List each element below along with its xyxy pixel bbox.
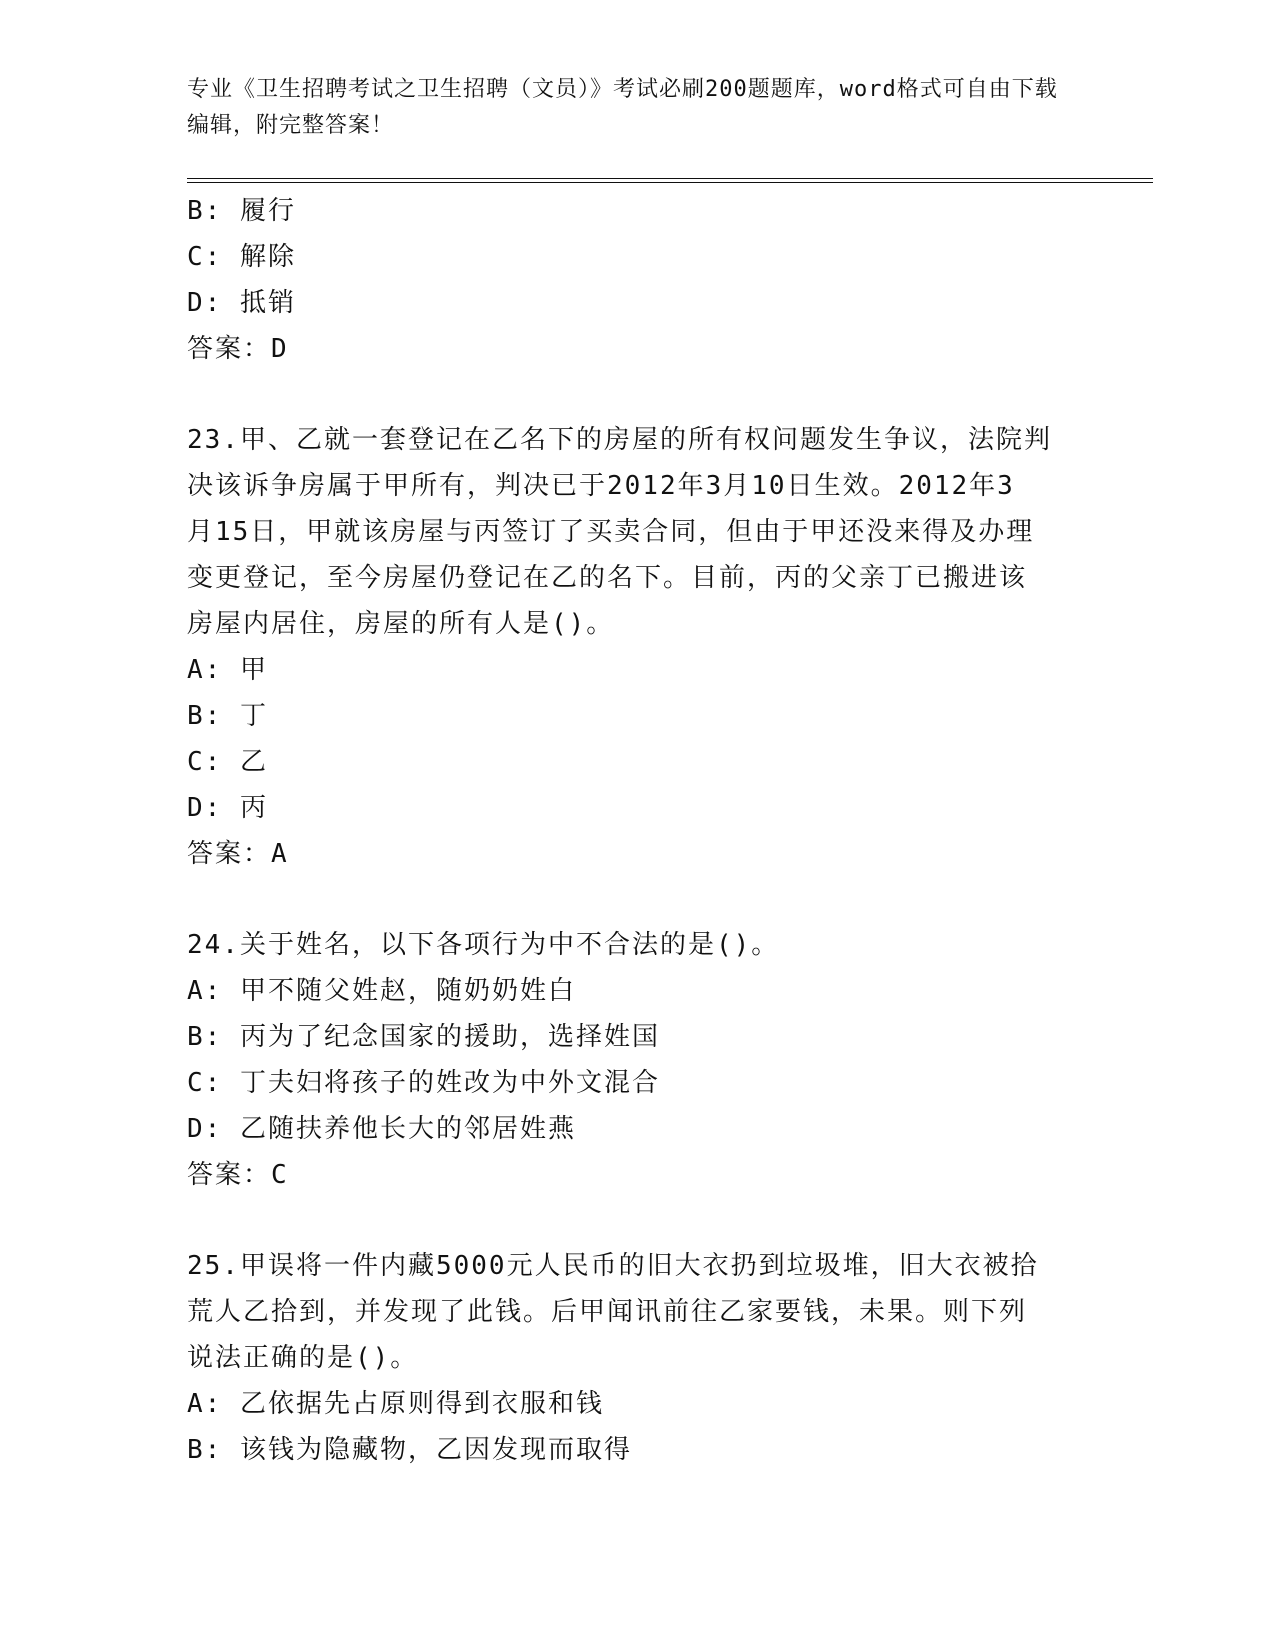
option-b: B: 履行 xyxy=(187,196,296,226)
option-d: D: 乙随扶养他长大的邻居姓燕 xyxy=(187,1114,576,1144)
question-23 xyxy=(187,417,1087,877)
question-gap xyxy=(187,1198,1087,1243)
question-text-line: 25.甲误将一件内藏5000元人民币的旧大衣扔到垃圾堆，旧大衣被拾 xyxy=(187,1251,1039,1281)
option-b: B: 丁 xyxy=(187,701,268,731)
question-text-line: 变更登记，至今房屋仍登记在乙的名下。目前，丙的父亲丁已搬进该 xyxy=(187,563,1028,593)
document-body xyxy=(187,188,1087,1473)
option-b: B: 丙为了纪念国家的援助，选择姓国 xyxy=(187,1022,660,1052)
page-header: 专业《卫生招聘考试之卫生招聘（文员）》考试必刷200题题库，word格式可自由下载编辑，附完整答案！ xyxy=(187,77,1058,138)
option-c: C: 丁夫妇将孩子的姓改为中外文混合 xyxy=(187,1068,660,1098)
question-text-line: 决该诉争房属于甲所有，判决已于2012年3月10日生效。2012年3 xyxy=(187,471,1015,501)
question-24 xyxy=(187,922,1087,1198)
header-rule-bottom xyxy=(187,182,1153,183)
answer-line: 答案：A xyxy=(187,839,289,869)
option-b: B: 该钱为隐藏物，乙因发现而取得 xyxy=(187,1435,632,1465)
option-c: C: 乙 xyxy=(187,747,268,777)
question-text-line: 24.关于姓名，以下各项行为中不合法的是()。 xyxy=(187,930,780,960)
question-text-line: 说法正确的是()。 xyxy=(187,1343,419,1373)
question-gap xyxy=(187,877,1087,922)
question-22-tail xyxy=(187,188,1087,372)
answer-line: 答案：C xyxy=(187,1160,289,1190)
question-text-line: 房屋内居住，房屋的所有人是()。 xyxy=(187,609,615,639)
question-25 xyxy=(187,1243,1087,1473)
option-d: D: 丙 xyxy=(187,793,268,823)
option-c: C: 解除 xyxy=(187,242,296,272)
option-a: A: 乙依据先占原则得到衣服和钱 xyxy=(187,1389,604,1419)
question-text-line: 月15日，甲就该房屋与丙签订了买卖合同，但由于甲还没来得及办理 xyxy=(187,517,1035,547)
option-a: A: 甲不随父姓赵，随奶奶姓白 xyxy=(187,976,576,1006)
question-text-line: 23.甲、乙就一套登记在乙名下的房屋的所有权问题发生争议，法院判 xyxy=(187,425,1052,455)
option-a: A: 甲 xyxy=(187,655,268,685)
header-rule-top xyxy=(187,178,1153,179)
question-gap xyxy=(187,372,1087,417)
answer-line: 答案：D xyxy=(187,334,289,364)
question-text-line: 荒人乙拾到，并发现了此钱。后甲闻讯前往乙家要钱，未果。则下列 xyxy=(187,1297,1028,1327)
option-d: D: 抵销 xyxy=(187,288,296,318)
